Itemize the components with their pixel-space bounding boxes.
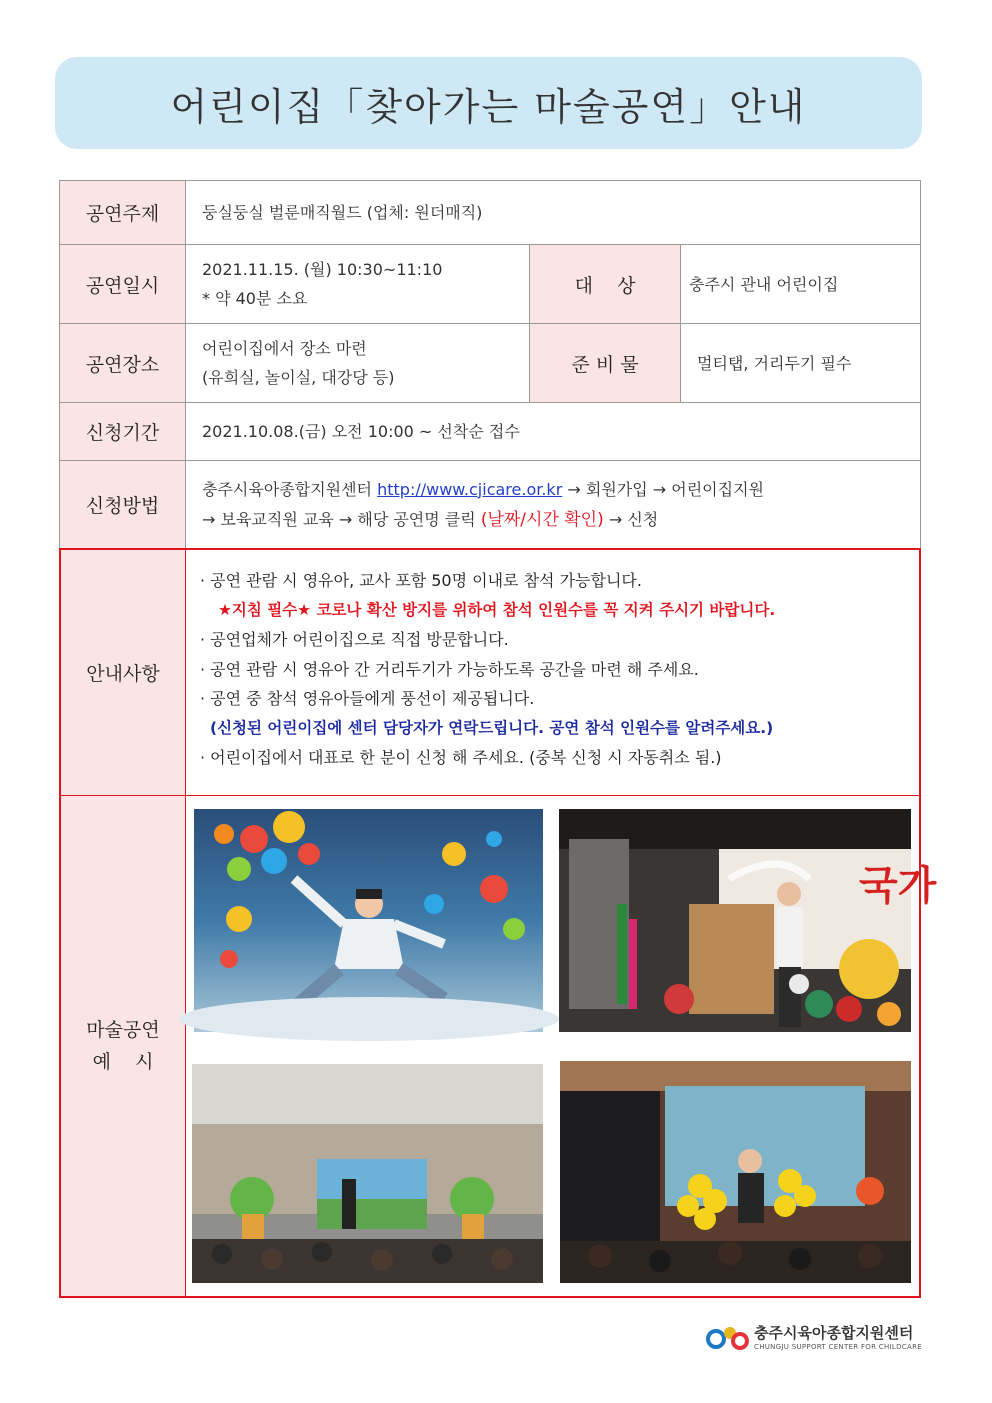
method-line1 (202, 475, 920, 505)
method-value (185, 460, 921, 549)
page-title: 어린이집「찾아가는 마술공연」안내 (170, 84, 807, 129)
notice-item-3: · 공연 관람 시 영유아 간 거리두기가 가능하도록 공간을 마련 해 주세요. (200, 659, 699, 679)
method-text-a: 충주시육아종합지원센터 (202, 479, 378, 499)
center-logo (706, 1317, 926, 1355)
date-line2: * 약 40분 소요 (202, 289, 308, 308)
period-label: 신청기간 (59, 402, 186, 461)
notice-item-1: · 공연 관람 시 영유아, 교사 포함 50명 이내로 참석 가능합니다. (200, 571, 642, 590)
method-text-c: → 보육교직원 교육 → 해당 공연명 클릭 (202, 509, 481, 529)
theme-text: 둥실둥실 벌룬매직월드 (업체: 원더매직) (202, 203, 483, 222)
period-text: 2021.10.08.(금) 오전 10:00 ~ 선착순 접수 (202, 422, 520, 441)
notice-warning: ★지침 필수★ 코로나 확산 방지를 위하여 참석 인원수를 꼭 지켜 주시기 바랍니다. (218, 600, 776, 619)
place-line1: 어린이집에서 장소 마련 (202, 339, 367, 358)
method-text-d: → 신청 (603, 509, 659, 529)
theme-value (185, 180, 921, 245)
theme-label: 공연주제 (59, 180, 186, 245)
target-text: 충주시 관내 어린이집 (689, 274, 839, 294)
examples-label-1: 마술공연 (86, 1019, 160, 1041)
center-logo-text (754, 1322, 922, 1351)
center-logo-icon (706, 1319, 750, 1353)
method-date-note: (날짜/시간 확인) (480, 509, 604, 530)
center-website-link[interactable]: http://www.cjicare.or.kr (377, 479, 563, 499)
notice-item-2: · 공연업체가 어린이집으로 직접 방문합니다. (200, 630, 509, 649)
balloon-man-photo (194, 809, 543, 1032)
date-value (185, 244, 530, 324)
target-label: 대 상 (529, 244, 681, 324)
place-line2: (유희실, 놀이실, 대강당 등) (202, 368, 395, 387)
supplies-label: 준 비 물 (529, 323, 681, 403)
method-text-b: → 회원가입 → 어린이집지원 (562, 479, 764, 499)
place-value (185, 323, 530, 403)
method-label: 신청방법 (59, 460, 186, 549)
date-line1: 2021.11.15. (월) 10:30~11:10 (202, 260, 443, 279)
sign-text: 국가 (859, 864, 937, 908)
notice-label: 안내사항 (59, 548, 186, 797)
center-logo-sub: CHUNGJU SUPPORT CENTER FOR CHILDCARE (754, 1342, 922, 1351)
title-banner (55, 57, 922, 149)
notice-contact: (신청된 어린이집에 센터 담당자가 연락드립니다. 공연 참석 인원수를 알려주세요.) (210, 718, 774, 737)
stage-hall-photo (192, 1064, 543, 1283)
supplies-text: 멀티탭, 거리두기 필수 (697, 353, 852, 373)
place-label: 공연장소 (59, 323, 186, 403)
balloon-performer-photo (559, 809, 937, 1032)
target-value (680, 244, 921, 324)
center-logo-name: 충주시육아종합지원센터 (754, 1323, 914, 1342)
supplies-value (680, 323, 921, 403)
notice-box (185, 548, 921, 797)
period-value (185, 402, 921, 461)
method-line2 (202, 505, 920, 535)
balloon-show-photo (560, 1061, 911, 1283)
notice-item-4: · 공연 중 참석 영유아들에게 풍선이 제공됩니다. (200, 689, 535, 708)
notice-item-5: · 어린이집에서 대표로 한 분이 신청 해 주세요. (중복 신청 시 자동취소 됨.) (200, 748, 722, 767)
date-label: 공연일시 (59, 244, 186, 324)
examples-label-2: 예 시 (92, 1051, 154, 1073)
examples-label (59, 796, 186, 1298)
